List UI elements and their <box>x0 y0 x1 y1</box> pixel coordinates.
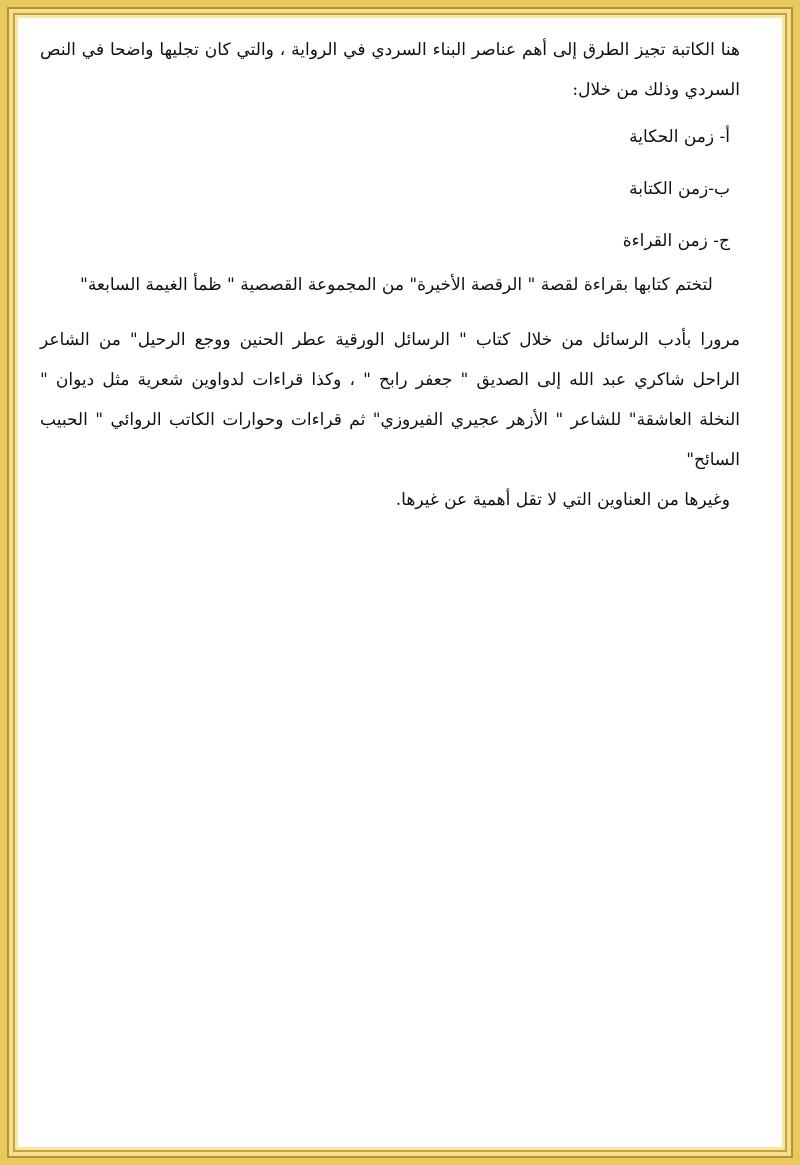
body-last-line: وغيرها من العناوين التي لا تقل أهمية عن غيرها. <box>395 490 730 510</box>
closing-paragraph: لتختم كتابها بقراءة لقصة " الرقصة الأخيرة" من المجموعة القصصية " ظمأ الغيمة السابعة" <box>80 275 713 295</box>
list-item: ب-زمن الكتابة <box>629 179 730 199</box>
list-item: ج- زمن القراءة <box>622 231 730 251</box>
intro-paragraph: هنا الكاتبة تجيز الطرق إلى أهم عناصر البناء السردي في الرواية ، والتي كان تجليها واضحا في النص السردي وذلك من خلال: <box>40 40 740 100</box>
document-body <box>40 30 740 537</box>
list-item: أ- زمن الحكاية <box>629 127 730 147</box>
body-paragraph <box>40 320 740 520</box>
body-text: مرورا بأدب الرسائل من خلال كتاب " الرسائل الورقية عطر الحنين ووجع الرحيل" من الشاعر الراحل شاكري عبد الله إلى الصديق " جعفر رابح " ، وكذا قراءات لدواوين شعرية مثل ديوان " النخلة العاشقة" للشاعر " الأزهر عجيري الفيروزي" ثم قراءات وحوارات الكاتب الروائي " الحبيب السائح" <box>40 330 740 470</box>
